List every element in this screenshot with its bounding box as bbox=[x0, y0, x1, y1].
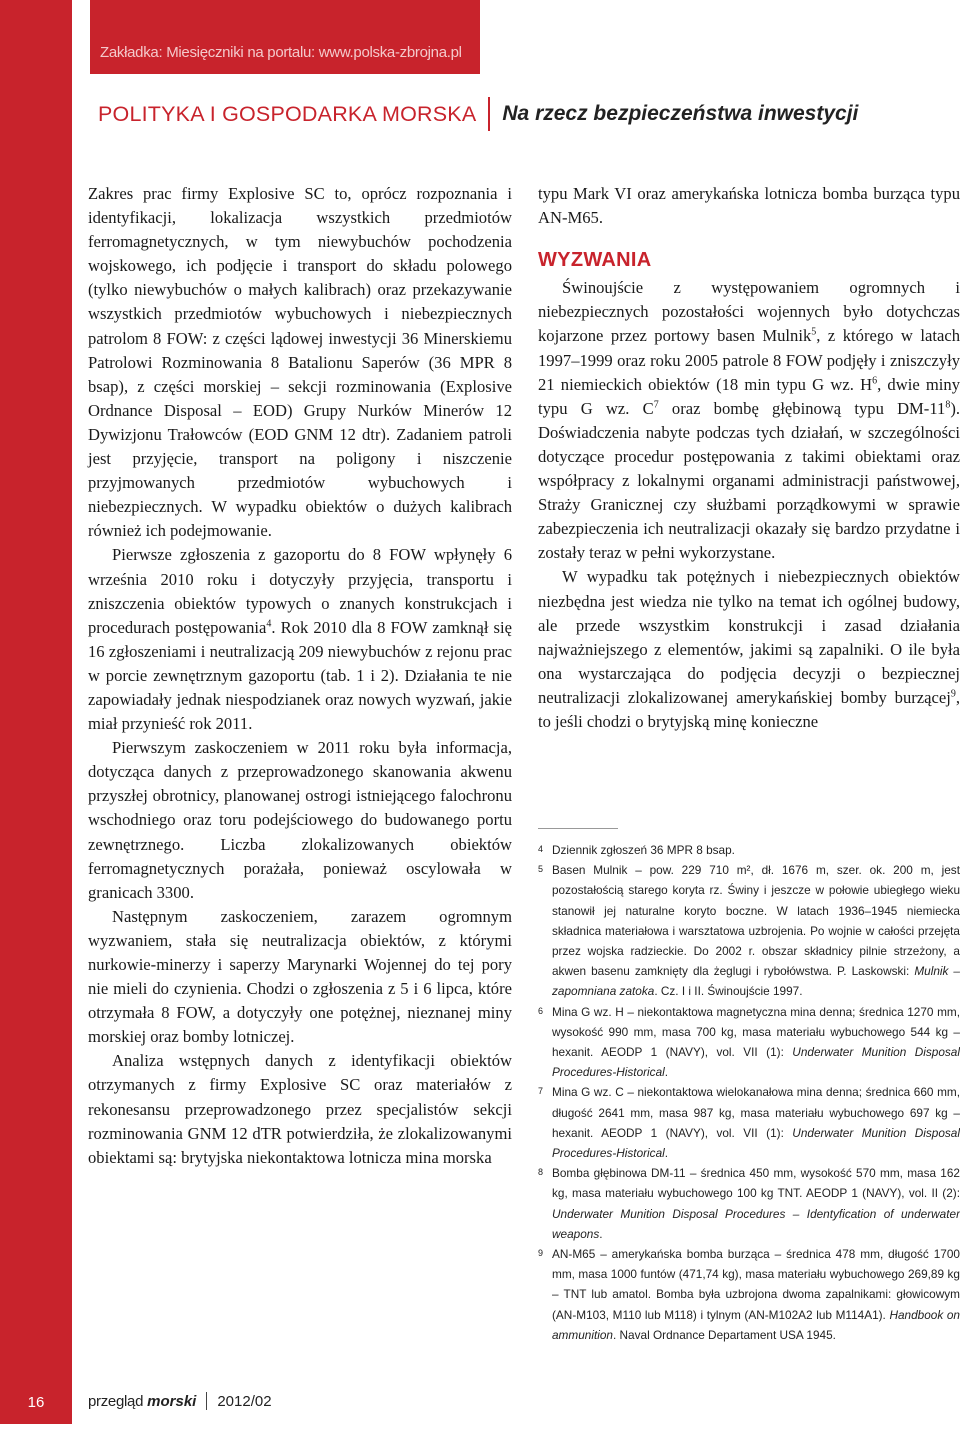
footnote-ref: 4 bbox=[266, 618, 272, 630]
section-name: POLITYKA I GOSPODARKA MORSKA bbox=[98, 101, 477, 126]
page-number: 16 bbox=[0, 1380, 72, 1424]
footnotes bbox=[538, 840, 960, 1345]
footnote-ref: 5 bbox=[811, 326, 817, 338]
footnote: 5 Basen Mulnik – pow. 229 710 m², dł. 1676 m, szer. ok. 200 m, jest pozostałością starego koryta rz. Świny i jeszcze w połowie ubiegłego wieku stanowił jej naturalne koryto boczne. W latach 1936–1945 niemiecka składnica materiałowa i warsztatowa uzbrojenia. Po wojnie w całości przejęta przez wojska radzieckie. Do 2002 r. obszar składnicy pilnie strzeżony, a akwen basenu zamknięty dla żeglugi i rybołówstwa. P. Laskowski: Mulnik – zapomniana zatoka. Cz. I i II. Świnoujście 1997. bbox=[538, 863, 960, 999]
paragraph: Następnym zaskoczeniem, zarazem ogromnym wyzwaniem, stała się neutralizacja obiektów, z którymi nurkowie-minerzy i saperzy Marynarki Wojennej do tej pory nie mieli do czynienia. Chodzi o zgłoszenia z 5 i 6 lipca, które otrzymała 8 FOW, a dotyczyły one potężnej, nieznanej miny morskiej oraz bomby lotniczej. bbox=[88, 906, 512, 1047]
right-column bbox=[538, 182, 960, 734]
footnote: 4 Dziennik zgłoszeń 36 MPR 8 bsap. bbox=[538, 843, 735, 857]
paragraph: typu Mark VI oraz amerykańska lotnicza bomba burząca typu AN-M65. bbox=[538, 184, 960, 228]
paragraph: Świnoujście z występowaniem ogromnych i niebezpiecznych pozostałości wojennych było dotychczas kojarzone przez portowy basen Mulnik$^5$, z którego w latach 1997–1999 oraz roku 2005 patrole 8 FOW podjęły i zniszczyły 21 niemieckich obiektów (18 min typu G wz. $H^6$, dwie miny typu G wz. $C^7$ oraz bombę głębinową typu $DM-11^8$). Doświadczenia nabyte podczas tych działań, w szczególności dotyczące procedur postępowania z takimi obiektami oraz współpracy z lokalnymi organami administracji państwowej, Straży Granicznej czy służbami porządkowymi w sprawie zabezpieczenia ich neutralizacji okazały się bardzo przydatne i zostały teraz w pełni wykorzystane. bbox=[538, 278, 960, 563]
paragraph: Pierwszym zaskoczeniem w 2011 roku była informacja, dotycząca danych z przeprowadzonego skanowania akwenu przyszłej obrotnicy, planowanej ostrogi istniejącego falochronu wschodniego oraz toru podejściowego do budowanego portu zewnętrznego. Liczba zlokalizowanych obiektów ferromagnetycznych porażała, ponieważ oscylowała w granicach 3300. bbox=[88, 738, 512, 902]
section-header bbox=[90, 96, 858, 132]
footnote-ref: 9 bbox=[950, 688, 956, 700]
magazine-name: przegląd bbox=[88, 1392, 144, 1410]
footnote-rule bbox=[538, 828, 618, 829]
portal-note: Zakładka: Miesięczniki na portalu: www.polska-zbrojna.pl bbox=[100, 44, 462, 61]
issue-number: 2012/02 bbox=[217, 1392, 272, 1410]
footnote: 8 Bomba głębinowa DM-11 – średnica 450 mm, wysokość 570 mm, masa 162 kg, masa materiału wybuchowego 100 kg TNT. AEODP 1 (NAVY), vol. II (2): Underwater Munition Disposal Procedures – Identyfication of underwater weapons. bbox=[538, 1166, 960, 1241]
portal-tab bbox=[90, 0, 480, 74]
footnote: 9 AN-M65 – amerykańska bomba burząca – średnica 478 mm, długość 1700 mm, masa 1000 funtów (471,74 kg), masa materiału wybuchowego 269,89 kg – TNT lub amatol. Bomba była uzbrojona dwoma zapalnikami: głowicowym (AN-M103, M110 lub M118) i tylnym (AN-M102A2 lub M114A1). Handbook on ammunition. Naval Ordnance Departament USA 1945. bbox=[538, 1247, 960, 1342]
article-title: Na rzecz bezpieczeństwa inwestycji bbox=[502, 102, 859, 125]
footer-separator bbox=[206, 1392, 207, 1410]
footer bbox=[88, 1392, 272, 1410]
left-column bbox=[88, 182, 512, 1170]
paragraph: W wypadku tak potężnych i niebezpiecznych obiektów niezbędna jest wiedza nie tylko na temat ich ogólnej budowy, ale przede wszystkim konstrukcji i zasad działania najważniejszego z elementów, jakimi są zapalniki. O ile była ona wystarczająca do podjęcia decyzji o bezpiecznej neutralizacji zlokalizowanej amerykańskiej bomby burzącej$^9$, to jeśli chodzi o brytyjską minę konieczne bbox=[538, 567, 960, 731]
section-heading: WYZWANIA bbox=[538, 249, 652, 272]
side-stripe bbox=[0, 0, 72, 1380]
footnote-ref: 6 bbox=[872, 375, 878, 387]
paragraph: Analiza wstępnych danych z identyfikacji obiektów otrzymanych z firmy Explosive SC oraz materiałów z rekonesansu przeprowadzonego przez specjalistów sekcji rozminowania GNM 12 dTR potwierdziła, że zlokalizowanymi obiektami są: brytyjska niekontaktowa lotnicza mina morska bbox=[88, 1051, 512, 1167]
section-separator bbox=[488, 97, 490, 131]
paragraph: Pierwsze zgłoszenia z gazoportu do 8 FOW wpłynęły 6 września 2010 roku i dotyczyły przyjęcia, transportu i zniszczenia obiektów typowych o znanych konstrukcjach i procedurach postępowania$^4$. Rok 2010 dla 8 FOW zamknął się 16 zgłoszeniami i neutralizacją 209 niewybuchów z rejonu prac w porcie zewnętrznym gazoportu (tab. 1 i 2). Działania te nie zapowiadały jednak niespodzianek oraz nowych wyzwań, jakie miał przynieść rok 2011. bbox=[88, 545, 512, 734]
footnote-ref: 8 bbox=[945, 399, 951, 411]
paragraph: Zakres prac firmy Explosive SC to, oprócz rozpoznania i identyfikacji, lokalizacja wszystkich przedmiotów ferromagnetycznych, w tym niewybuchów pochodzenia wojskowego, ich podjęcie i transport do składu polowego (tylko niewybuchów o małych kalibrach) oraz przekazywanie wszystkich przedmiotów wybuchowych i niebezpiecznych patrolom 8 FOW: z części lądowej inwestycji 36 Minerskiemu Patrolowi Rozminowania 8 Batalionu Saperów (36 MPR 8 bsap), z części morskiej – sekcji rozminowania (Explosive Ordnance Disposal – EOD) Grupy Nurków Minerów 12 Dywizjonu Trałowców (EOD GNM 12 dtr). Zadaniem patroli jest przyjęcie, transport na poligony i niszczenie przyjmowanych przedmiotów wybuchowych i niebezpiecznych. W wypadku obiektów o dużych kalibrach również ich podejmowanie. bbox=[88, 184, 512, 541]
footnote: 6 Mina G wz. H – niekontaktowa magnetyczna mina denna; średnica 1270 mm, wysokość 990 mm, masa 700 kg, masa materiału wybuchowego 544 kg – hexanit. AEODP 1 (NAVY), vol. VII (1): Underwater Munition Disposal Procedures-Historical. bbox=[538, 1004, 960, 1080]
magazine-name-accent: morski bbox=[147, 1392, 197, 1410]
footnote: 7 Mina G wz. C – niekontaktowa wielokanałowa mina denna; średnica 660 mm, długość 2641 mm, masa 987 kg, masa materiału wybuchowego 697 kg – hexanit. AEODP 1 (NAVY), vol. VII (1): Underwater Munition Disposal Procedures-Historical. bbox=[538, 1085, 960, 1161]
footnote-ref: 7 bbox=[653, 399, 659, 411]
